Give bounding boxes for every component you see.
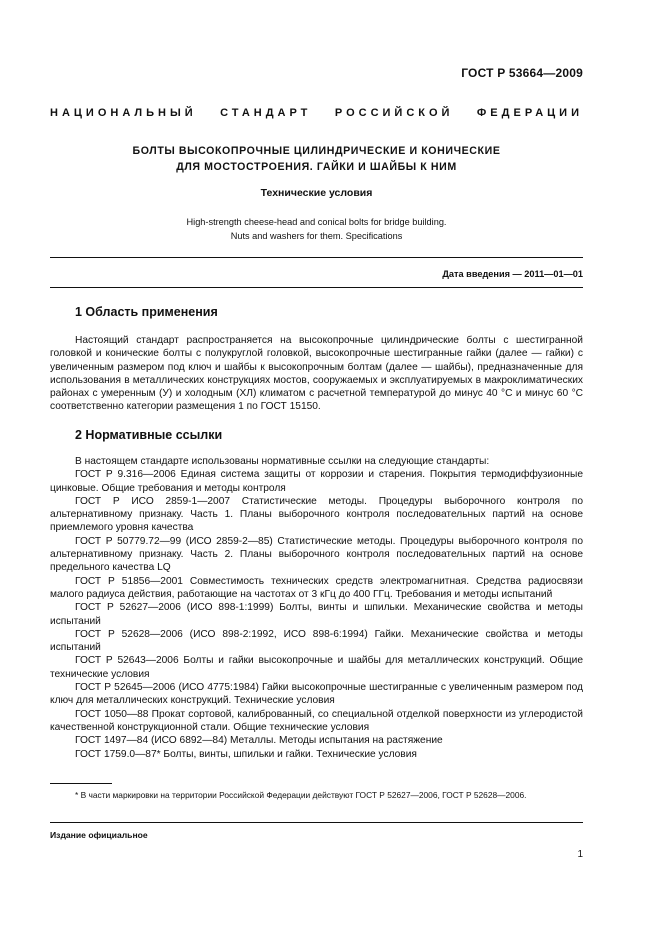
banner-word: ФЕДЕРАЦИИ xyxy=(476,107,583,119)
document-code: ГОСТ Р 53664—2009 xyxy=(461,66,583,80)
edition-label: Издание официальное xyxy=(50,830,148,840)
date-divider xyxy=(50,287,583,288)
section-1-body xyxy=(50,334,583,414)
reference-item: ГОСТ Р 52628—2006 (ИСО 898-2:1992, ИСО 898-6:1994) Гайки. Механические свойства и методы испытаний xyxy=(50,628,583,654)
reference-item: ГОСТ Р 52627—2006 (ИСО 898-1:1999) Болты, винты и шпильки. Механические свойства и методы испытаний xyxy=(50,602,583,627)
national-standard-banner xyxy=(50,107,583,119)
reference-intro: В настоящем стандарте использованы нормативные ссылки на следующие стандарты: xyxy=(75,456,490,467)
title-line-1: БОЛТЫ ВЫСОКОПРОЧНЫЕ ЦИЛИНДРИЧЕСКИЕ И КОНИЧЕСКИЕ xyxy=(132,145,501,157)
section-2-body xyxy=(50,455,583,761)
english-title-line-1: High-strength cheese-head and conical bolts for bridge building. xyxy=(186,217,447,227)
banner-word: НАЦИОНАЛЬНЫЙ xyxy=(50,107,197,119)
reference-item: ГОСТ Р 51856—2001 Совместимость технических средств электромагнитная. Средства радиосвязи малого радиуса действия, работающие на частотах от 3 кГц до 400 ГГц. Требования и методы испытаний xyxy=(50,575,583,600)
banner-word: РОССИЙСКОЙ xyxy=(334,107,454,119)
english-title-line-2: Nuts and washers for them. Specifications xyxy=(230,231,403,241)
reference-item: ГОСТ Р 52645—2006 (ИСО 4775:1984) Гайки высокопрочные шестигранные с увеличенным размером под ключ для металлических конструкций. Технические условия xyxy=(50,682,583,707)
reference-item: ГОСТ 1497—84 (ИСО 6892—84) Металлы. Методы испытания на растяжение xyxy=(75,735,443,747)
footnote-separator xyxy=(50,783,112,784)
reference-item: ГОСТ Р 9.316—2006 Единая система защиты от коррозии и старения. Покрытия термодиффузионные цинковые. Общие требования и методы контроля xyxy=(50,469,583,494)
section-1-heading: 1 Область применения xyxy=(75,305,218,319)
footnote-text: * В части маркировки на территории Российской Федерации действуют ГОСТ Р 52627—2006, ГОСТ Р 52628—2006. xyxy=(75,790,527,800)
footnote xyxy=(50,789,583,801)
page-number: 1 xyxy=(577,849,583,860)
paragraph: Настоящий стандарт распространяется на высокопрочные цилиндрические болты с шестигранной головкой и конические болты с полукруглой головкой, высокопрочные шестигранные гайки (далее — гайки) с увеличенным размером под ключ и шайбы к высокопрочным болтам (далее — шайбы), предназначенные для использования в металлических конструкциях мостов, сооружаемых и эксплуатируемых в макроклиматических районах с умеренным (У) и холодным (ХЛ) климатом с расчетной температурой до минус 40 °С и минус 60 °С соответственно категории размещения 1 по ГОСТ 15150. xyxy=(50,335,583,413)
title-line-2: ДЛЯ МОСТОСТРОЕНИЯ. ГАЙКИ И ШАЙБЫ К НИМ xyxy=(176,161,457,173)
section-2-heading: 2 Нормативные ссылки xyxy=(75,428,223,442)
reference-item: ГОСТ Р 50779.72—99 (ИСО 2859-2—85) Статистические методы. Процедуры выборочного контроля по альтернативному признаку. Часть 2. Планы выборочного контроля последовательных партий на основе предельного качества LQ xyxy=(50,535,583,574)
document-subtitle: Технические условия xyxy=(260,187,373,199)
introduction-date: Дата введения — 2011—01—01 xyxy=(442,269,583,279)
reference-item: ГОСТ 1759.0—87* Болты, винты, шпильки и гайки. Технические условия xyxy=(75,748,417,760)
reference-item: ГОСТ Р 52643—2006 Болты и гайки высокопрочные и шайбы для металлических конструкций. Общие технические условия xyxy=(50,655,583,680)
reference-item: ГОСТ 1050—88 Прокат сортовой, калиброванный, со специальной отделкой поверхности из углеродистой качественной конструкционной стали. Общие технические условия xyxy=(50,708,583,733)
reference-item: ГОСТ Р ИСО 2859-1—2007 Статистические методы. Процедуры выборочного контроля по альтернативному признаку. Часть 1. Планы выборочного контроля последовательных партий на основе приемлемого уровня качества xyxy=(50,495,583,534)
footer-divider xyxy=(50,822,583,823)
banner-word: СТАНДАРТ xyxy=(220,107,312,119)
document-title xyxy=(50,143,583,175)
title-divider xyxy=(50,257,583,258)
english-title xyxy=(50,215,583,243)
